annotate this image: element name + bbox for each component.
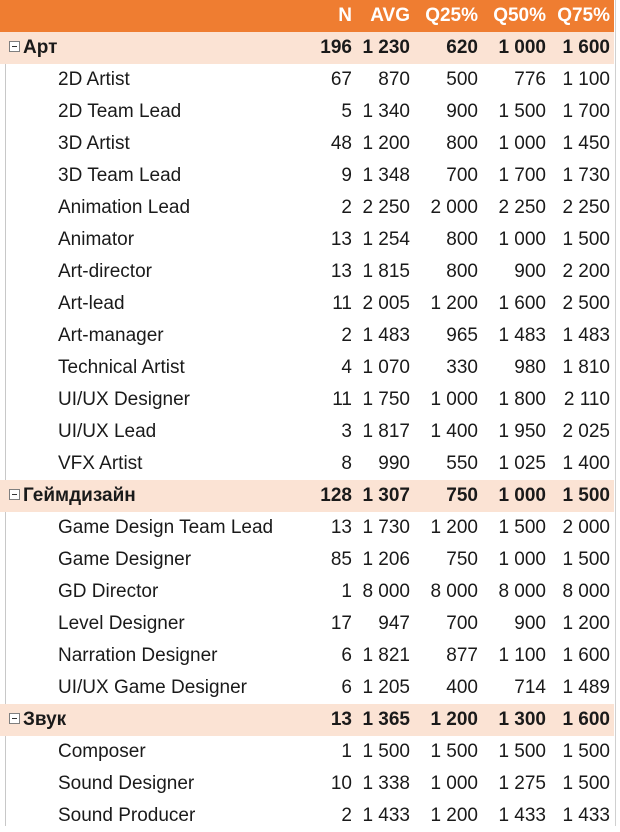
item-label: Level Designer bbox=[58, 613, 185, 634]
group-name: Звук bbox=[23, 709, 67, 730]
item-q25-value: 1 200 bbox=[430, 293, 478, 314]
item-row[interactable] bbox=[0, 544, 614, 576]
group-avg-value: 1 230 bbox=[356, 32, 414, 64]
item-q50-value: 1 000 bbox=[498, 229, 546, 250]
item-q25-value: 1 200 bbox=[430, 805, 478, 826]
item-label: UI/UX Game Designer bbox=[58, 677, 248, 698]
item-q25-value: 800 bbox=[446, 133, 478, 154]
item-q25-value: 500 bbox=[446, 69, 478, 90]
item-q50-value: 1 600 bbox=[498, 293, 546, 314]
item-q75-value: 1 500 bbox=[562, 773, 610, 794]
item-avg-value: 1 817 bbox=[362, 421, 410, 442]
item-q50-value: 1 000 bbox=[498, 549, 546, 570]
item-row[interactable] bbox=[0, 96, 614, 128]
item-q50-value: 1 500 bbox=[498, 741, 546, 762]
item-q50-value: 714 bbox=[514, 677, 546, 698]
item-label: UI/UX Lead bbox=[58, 421, 157, 442]
item-avg-value: 2 005 bbox=[362, 293, 410, 314]
group-label-cell[interactable] bbox=[0, 32, 300, 64]
item-label: Technical Artist bbox=[58, 357, 185, 378]
item-n-value: 48 bbox=[330, 133, 352, 154]
header-label bbox=[0, 0, 300, 32]
item-label: Animator bbox=[58, 229, 135, 250]
item-avg-value: 990 bbox=[378, 453, 410, 474]
group-row[interactable] bbox=[0, 32, 614, 64]
collapse-minus-icon[interactable] bbox=[9, 41, 20, 52]
item-q25-value: 1 500 bbox=[430, 741, 478, 762]
item-n-value: 85 bbox=[330, 549, 352, 570]
item-label: Composer bbox=[58, 741, 146, 762]
group-q25-value: 620 bbox=[414, 32, 482, 64]
item-q25-value: 550 bbox=[446, 453, 478, 474]
item-label: 2D Artist bbox=[58, 69, 130, 90]
item-n-value: 8 bbox=[341, 453, 352, 474]
item-label: Game Designer bbox=[58, 549, 192, 570]
item-row[interactable] bbox=[0, 416, 614, 448]
item-row[interactable] bbox=[0, 128, 614, 160]
item-q25-value: 400 bbox=[446, 677, 478, 698]
item-avg-value: 1 338 bbox=[362, 773, 410, 794]
item-label: Art-director bbox=[58, 261, 152, 282]
header-n[interactable]: N bbox=[300, 0, 356, 32]
item-label: Art-lead bbox=[58, 293, 125, 314]
header-avg[interactable]: AVG bbox=[356, 0, 414, 32]
item-q50-value: 980 bbox=[514, 357, 546, 378]
item-q75-value: 2 000 bbox=[562, 517, 610, 538]
item-avg-value: 1 500 bbox=[362, 741, 410, 762]
item-row[interactable] bbox=[0, 768, 614, 800]
item-row[interactable] bbox=[0, 608, 614, 640]
item-row[interactable] bbox=[0, 448, 614, 480]
item-avg-value: 947 bbox=[378, 613, 410, 634]
item-row[interactable] bbox=[0, 736, 614, 768]
item-q75-value: 1 489 bbox=[562, 677, 610, 698]
item-q50-value: 1 700 bbox=[498, 165, 546, 186]
item-row[interactable] bbox=[0, 192, 614, 224]
item-label: GD Director bbox=[58, 581, 159, 602]
item-n-value: 11 bbox=[332, 293, 352, 314]
item-q50-value: 900 bbox=[514, 613, 546, 634]
item-n-value: 6 bbox=[341, 677, 352, 698]
item-row[interactable] bbox=[0, 576, 614, 608]
group-label-cell[interactable] bbox=[0, 704, 300, 736]
item-avg-value: 2 250 bbox=[362, 197, 410, 218]
item-q50-value: 1 500 bbox=[498, 517, 546, 538]
item-avg-value: 1 821 bbox=[362, 645, 410, 666]
item-q75-value: 1 500 bbox=[562, 549, 610, 570]
item-row[interactable] bbox=[0, 384, 614, 416]
item-q25-value: 800 bbox=[446, 261, 478, 282]
group-q75-value: 1 500 bbox=[550, 480, 614, 512]
item-q25-value: 8 000 bbox=[430, 581, 478, 602]
item-q25-value: 900 bbox=[446, 101, 478, 122]
item-row[interactable] bbox=[0, 800, 614, 832]
item-q75-value: 1 200 bbox=[562, 613, 610, 634]
group-avg-value: 1 307 bbox=[356, 480, 414, 512]
item-n-value: 1 bbox=[341, 581, 352, 602]
item-q50-value: 1 483 bbox=[498, 325, 546, 346]
item-avg-value: 8 000 bbox=[362, 581, 410, 602]
group-q75-value: 1 600 bbox=[550, 32, 614, 64]
item-q25-value: 700 bbox=[446, 613, 478, 634]
item-q50-value: 1 800 bbox=[498, 389, 546, 410]
item-q75-value: 1 450 bbox=[562, 133, 610, 154]
item-q50-value: 1 500 bbox=[498, 101, 546, 122]
item-avg-value: 1 815 bbox=[362, 261, 410, 282]
item-label: 2D Team Lead bbox=[58, 101, 182, 122]
item-n-value: 9 bbox=[341, 165, 352, 186]
group-q50-value: 1 300 bbox=[482, 704, 550, 736]
item-row[interactable] bbox=[0, 288, 614, 320]
item-q25-value: 1 000 bbox=[430, 389, 478, 410]
group-n-value: 128 bbox=[300, 480, 356, 512]
group-q50-value: 1 000 bbox=[482, 32, 550, 64]
item-row[interactable] bbox=[0, 320, 614, 352]
item-q50-value: 1 950 bbox=[498, 421, 546, 442]
group-q25-value: 1 200 bbox=[414, 704, 482, 736]
item-n-value: 4 bbox=[341, 357, 352, 378]
item-label: Game Design Team Lead bbox=[58, 517, 274, 538]
item-row[interactable] bbox=[0, 352, 614, 384]
item-q50-value: 1 100 bbox=[498, 645, 546, 666]
item-q50-value: 1 025 bbox=[498, 453, 546, 474]
pivot-body bbox=[0, 32, 614, 832]
item-q25-value: 2 000 bbox=[430, 197, 478, 218]
group-name: Арт bbox=[23, 37, 58, 58]
item-n-value: 2 bbox=[341, 325, 352, 346]
header-q25[interactable]: Q25% bbox=[414, 0, 482, 32]
item-row[interactable] bbox=[0, 256, 614, 288]
item-q75-value: 1 700 bbox=[562, 101, 610, 122]
item-q75-value: 1 500 bbox=[562, 229, 610, 250]
group-name: Геймдизайн bbox=[23, 485, 136, 506]
item-q75-value: 1 400 bbox=[562, 453, 610, 474]
item-avg-value: 870 bbox=[378, 69, 410, 90]
item-label: Animation Lead bbox=[58, 197, 191, 218]
item-n-value: 6 bbox=[341, 645, 352, 666]
item-q75-value: 1 730 bbox=[562, 165, 610, 186]
group-row[interactable] bbox=[0, 480, 614, 512]
group-row[interactable] bbox=[0, 704, 614, 736]
item-q75-value: 1 100 bbox=[562, 69, 610, 90]
header-q50[interactable]: Q50% bbox=[482, 0, 550, 32]
item-avg-value: 1 206 bbox=[362, 549, 410, 570]
item-row[interactable] bbox=[0, 160, 614, 192]
item-avg-value: 1 348 bbox=[362, 165, 410, 186]
item-label: UI/UX Designer bbox=[58, 389, 190, 410]
item-n-value: 3 bbox=[341, 421, 352, 442]
item-q75-value: 1 433 bbox=[562, 805, 610, 826]
item-avg-value: 1 200 bbox=[362, 133, 410, 154]
item-q50-value: 8 000 bbox=[498, 581, 546, 602]
item-q25-value: 700 bbox=[446, 165, 478, 186]
item-avg-value: 1 483 bbox=[362, 325, 410, 346]
group-q50-value: 1 000 bbox=[482, 480, 550, 512]
item-avg-value: 1 070 bbox=[362, 357, 410, 378]
item-q75-value: 2 110 bbox=[563, 389, 610, 410]
item-q25-value: 1 400 bbox=[430, 421, 478, 442]
item-q75-value: 2 250 bbox=[562, 197, 610, 218]
item-n-value: 2 bbox=[341, 805, 352, 826]
item-q75-value: 1 810 bbox=[562, 357, 610, 378]
item-label: Sound Designer bbox=[58, 773, 195, 794]
group-avg-value: 1 365 bbox=[356, 704, 414, 736]
item-row[interactable] bbox=[0, 640, 614, 672]
item-q50-value: 1 433 bbox=[498, 805, 546, 826]
header-q75[interactable]: Q75% bbox=[550, 0, 614, 32]
item-n-value: 1 bbox=[341, 741, 352, 762]
item-q25-value: 1 000 bbox=[430, 773, 478, 794]
item-label: 3D Artist bbox=[58, 133, 130, 154]
item-label: Sound Producer bbox=[58, 805, 196, 826]
item-n-value: 13 bbox=[330, 261, 352, 282]
item-row[interactable] bbox=[0, 64, 614, 96]
item-n-value: 5 bbox=[341, 101, 352, 122]
item-avg-value: 1 340 bbox=[362, 101, 410, 122]
item-q25-value: 800 bbox=[446, 229, 478, 250]
item-q50-value: 900 bbox=[514, 261, 546, 282]
collapse-minus-icon[interactable] bbox=[9, 489, 20, 500]
item-n-value: 11 bbox=[332, 389, 352, 410]
group-q75-value: 1 600 bbox=[550, 704, 614, 736]
item-label: VFX Artist bbox=[58, 453, 143, 474]
item-q75-value: 1 600 bbox=[562, 645, 610, 666]
item-n-value: 10 bbox=[330, 773, 352, 794]
group-n-value: 196 bbox=[300, 32, 356, 64]
item-q50-value: 776 bbox=[514, 69, 546, 90]
item-label: Narration Designer bbox=[58, 645, 218, 666]
item-q50-value: 1 275 bbox=[498, 773, 546, 794]
item-q75-value: 2 200 bbox=[562, 261, 610, 282]
item-n-value: 13 bbox=[330, 517, 352, 538]
item-avg-value: 1 254 bbox=[362, 229, 410, 250]
item-avg-value: 1 433 bbox=[362, 805, 410, 826]
item-avg-value: 1 205 bbox=[362, 677, 410, 698]
item-label: 3D Team Lead bbox=[58, 165, 182, 186]
item-q25-value: 877 bbox=[446, 645, 478, 666]
item-q75-value: 1 483 bbox=[562, 325, 610, 346]
item-q25-value: 1 200 bbox=[430, 517, 478, 538]
item-n-value: 2 bbox=[341, 197, 352, 218]
item-q25-value: 965 bbox=[446, 325, 478, 346]
item-n-value: 13 bbox=[330, 229, 352, 250]
item-q75-value: 1 500 bbox=[562, 741, 610, 762]
item-q50-value: 2 250 bbox=[498, 197, 546, 218]
header-row bbox=[0, 0, 614, 32]
group-n-value: 13 bbox=[300, 704, 356, 736]
item-q50-value: 1 000 bbox=[498, 133, 546, 154]
group-q25-value: 750 bbox=[414, 480, 482, 512]
item-n-value: 17 bbox=[330, 613, 352, 634]
item-q75-value: 2 025 bbox=[562, 421, 610, 442]
collapse-minus-icon[interactable] bbox=[9, 713, 20, 724]
item-avg-value: 1 730 bbox=[362, 517, 410, 538]
sheet-right-border bbox=[615, 0, 616, 826]
item-row[interactable] bbox=[0, 672, 614, 704]
item-q75-value: 8 000 bbox=[562, 581, 610, 602]
item-q25-value: 330 bbox=[446, 357, 478, 378]
item-row[interactable] bbox=[0, 224, 614, 256]
item-n-value: 67 bbox=[330, 69, 352, 90]
group-label-cell[interactable] bbox=[0, 480, 300, 512]
item-q75-value: 2 500 bbox=[562, 293, 610, 314]
item-row[interactable] bbox=[0, 512, 614, 544]
item-q25-value: 750 bbox=[446, 549, 478, 570]
item-avg-value: 1 750 bbox=[362, 389, 410, 410]
item-label: Art-manager bbox=[58, 325, 164, 346]
